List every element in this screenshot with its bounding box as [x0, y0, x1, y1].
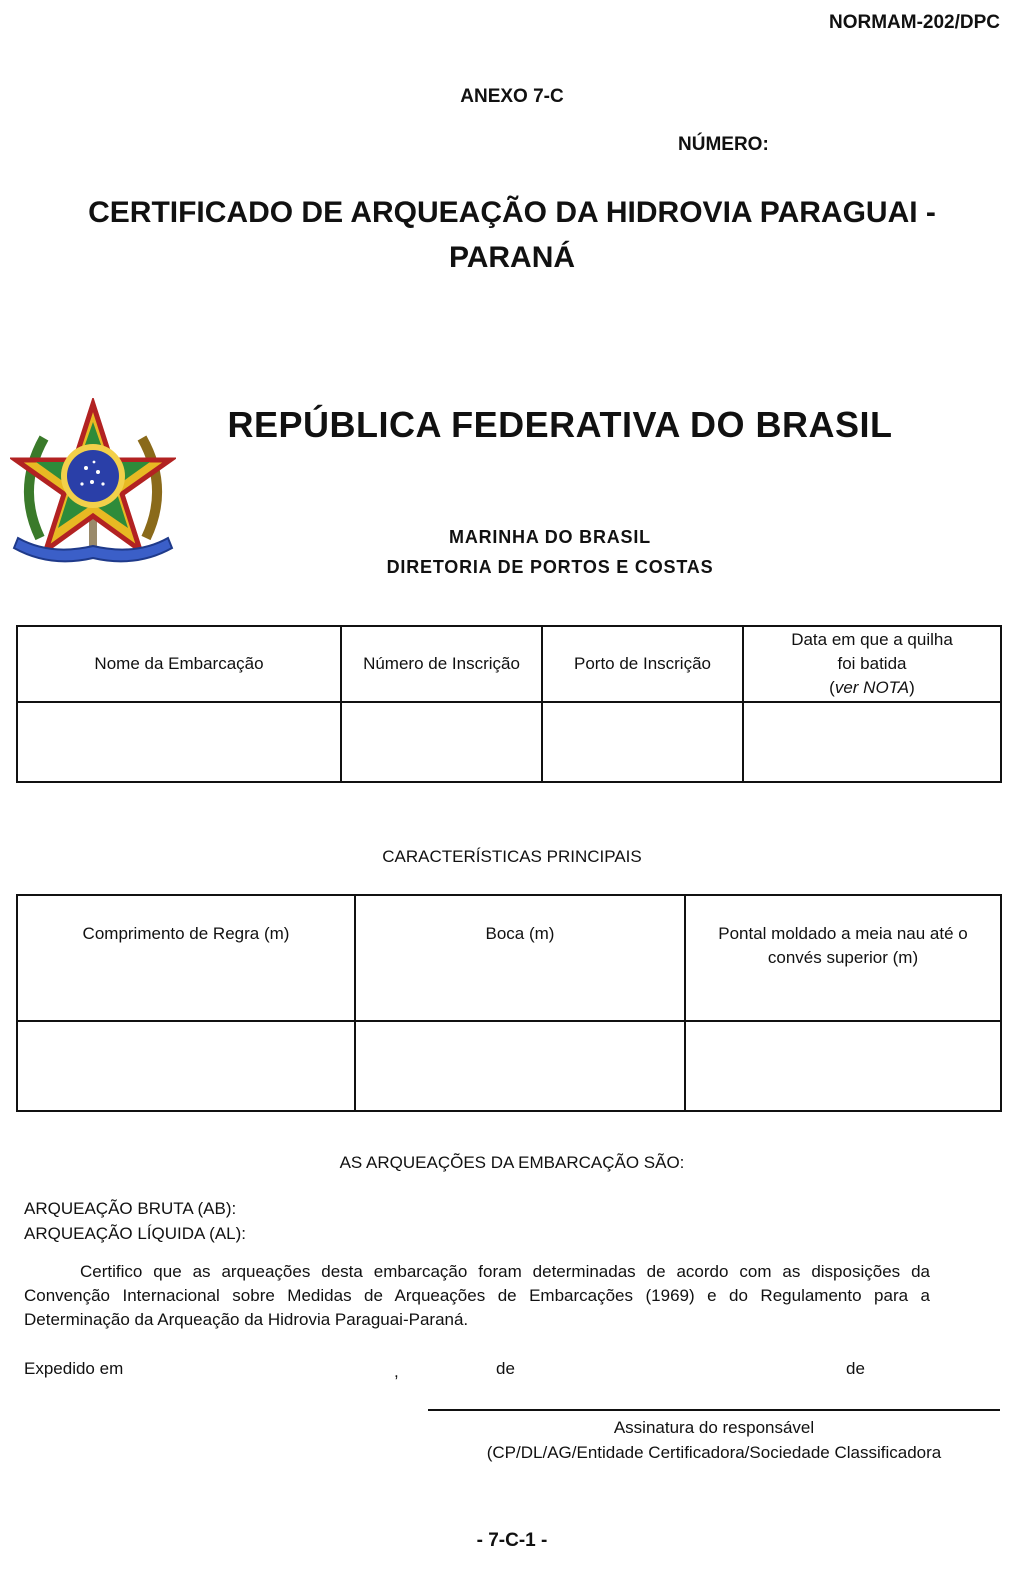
page-number: - 7-C-1 -: [476, 1530, 548, 1551]
moulded-depth-line2: convés superior (m): [767, 948, 919, 967]
main-characteristics-table: [16, 894, 1002, 1112]
cell-registration-port[interactable]: [542, 702, 743, 782]
issued-de-second: de: [846, 1359, 865, 1378]
table-row: [17, 1021, 1001, 1111]
header-registration-port: Porto de Inscrição: [542, 626, 743, 702]
keel-date-line1: Data em que a quilha: [791, 630, 953, 649]
header-vessel-name: Nome da Embarcação: [17, 626, 341, 702]
header-breadth: Boca (m): [355, 895, 685, 1021]
certificate-title-line1: CERTIFICADO DE ARQUEAÇÃO DA HIDROVIA PARAGUAI -: [88, 196, 936, 229]
directorate-name: DIRETORIA DE PORTOS E COSTAS: [386, 557, 714, 577]
gross-tonnage-label: ARQUEAÇÃO BRUTA (AB):: [24, 1199, 237, 1218]
annex-label: ANEXO 7-C: [460, 86, 564, 107]
header-registration-number: Número de Inscrição: [341, 626, 542, 702]
vessel-identification-table: [16, 625, 1002, 783]
keel-date-note: [752, 676, 992, 700]
certificate-title-line2: PARANÁ: [448, 241, 576, 274]
navy-name: MARINHA DO BRASIL: [449, 527, 651, 547]
table-header-row: [17, 626, 1001, 702]
certification-paragraph: [24, 1260, 930, 1332]
cell-breadth[interactable]: [355, 1021, 685, 1111]
signature-label: Assinatura do responsável: [613, 1418, 815, 1437]
moulded-depth-line1: Pontal moldado a meia nau até o: [718, 924, 968, 943]
net-tonnage-label: ARQUEAÇÃO LÍQUIDA (AL):: [24, 1224, 246, 1243]
note-paren-open: (: [829, 678, 835, 697]
cell-keel-laid-date[interactable]: [743, 702, 1001, 782]
cell-vessel-name[interactable]: [17, 702, 341, 782]
document-code: NORMAM-202/DPC: [828, 12, 1000, 33]
number-label: NÚMERO:: [678, 134, 769, 155]
characteristics-caption: CARACTERÍSTICAS PRINCIPAIS: [382, 847, 642, 866]
header-moulded-depth: [685, 895, 1001, 1021]
republic-heading: REPÚBLICA FEDERATIVA DO BRASIL: [227, 404, 893, 445]
issued-label: Expedido em: [24, 1359, 124, 1378]
cell-registration-number[interactable]: [341, 702, 542, 782]
signature-block: [428, 1415, 1000, 1465]
header-rule-length: Comprimento de Regra (m): [17, 895, 355, 1021]
note-paren-close: ): [909, 678, 915, 697]
note-reference: ver NOTA: [834, 678, 910, 697]
keel-date-line2: foi batida: [837, 654, 907, 673]
signature-authority: (CP/DL/AG/Entidade Certificadora/Sociedade Classificadora: [486, 1443, 942, 1462]
signature-line[interactable]: [428, 1409, 1000, 1411]
table-header-row: [17, 895, 1001, 1021]
header-keel-laid-date: [743, 626, 1001, 702]
agency-block: [300, 522, 800, 582]
certificate-title: [40, 190, 984, 280]
tonnage-caption: AS ARQUEAÇÕES DA EMBARCAÇÃO SÃO:: [339, 1153, 685, 1172]
issued-de-first: de: [496, 1359, 515, 1378]
issued-comma: ,: [394, 1362, 399, 1381]
table-row: [17, 702, 1001, 782]
cell-moulded-depth[interactable]: [685, 1021, 1001, 1111]
certification-text: Certifico que as arqueações desta embarcação foram determinadas de acordo com as disposições da Convenção Internacional sobre Medidas de Arqueações de Embarcações (1969) e do Regulamento para a Determinação da Arqueação da Hidrovia Paraguai-Paraná.: [24, 1262, 930, 1329]
cell-rule-length[interactable]: [17, 1021, 355, 1111]
